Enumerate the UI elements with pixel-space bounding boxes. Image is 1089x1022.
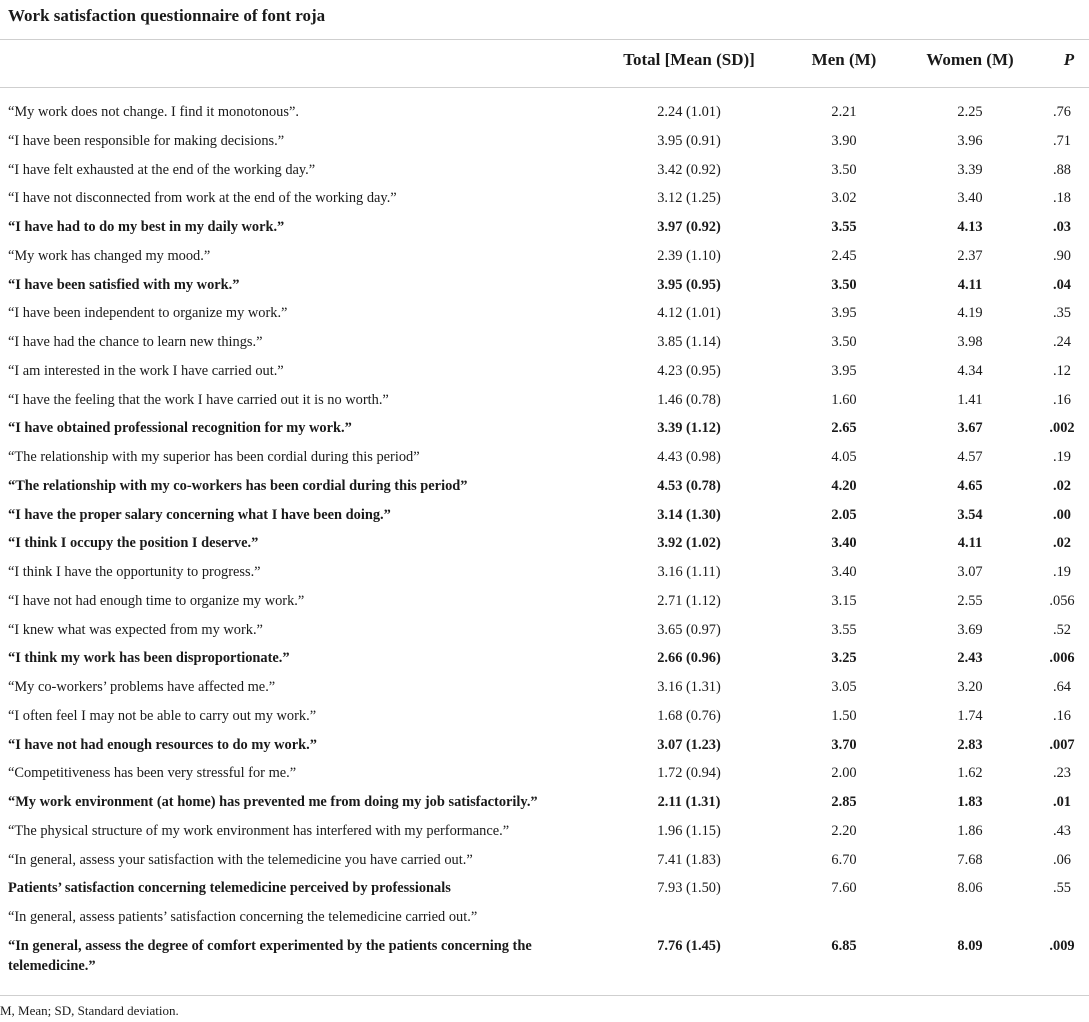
cell-p: .16 — [1053, 391, 1071, 408]
cell-total: 1.46 (0.78) — [657, 391, 721, 408]
cell-total: 4.12 (1.01) — [657, 305, 721, 322]
cell-total: 4.53 (0.78) — [657, 477, 721, 494]
header-women: Women (M) — [926, 50, 1014, 69]
cell-men: 3.15 — [831, 592, 857, 609]
cell-women: 2.83 — [957, 736, 983, 753]
bottom-divider — [0, 995, 1089, 996]
cell-women: 2.43 — [957, 650, 983, 667]
table-row — [0, 275, 1089, 304]
table-body — [0, 102, 1089, 980]
cell-p: .23 — [1053, 765, 1071, 782]
cell-women: 4.19 — [957, 305, 983, 322]
cell-total: 3.12 (1.25) — [657, 190, 721, 207]
cell-item: “I knew what was expected from my work.” — [8, 621, 263, 638]
cell-p: .03 — [1053, 219, 1071, 235]
table-row — [0, 562, 1089, 591]
cell-item: “In general, assess your satisfaction with the telemedicine you have carried out.” — [8, 851, 473, 868]
table-row — [0, 332, 1089, 361]
table-row — [0, 706, 1089, 735]
cell-men: 1.60 — [831, 391, 857, 408]
cell-women: 3.67 — [957, 420, 983, 437]
cell-item: “My work does not change. I find it monotonous”. — [8, 104, 299, 120]
cell-total: 7.41 (1.83) — [657, 851, 721, 868]
cell-item: “In general, assess the degree of comfort experimented by the patients concerning the telemedicine.” — [8, 937, 532, 974]
cell-women: 1.41 — [957, 391, 983, 408]
cell-p: .056 — [1049, 592, 1075, 609]
table-row — [0, 677, 1089, 706]
cell-total: 4.23 (0.95) — [657, 362, 721, 379]
cell-women: 3.98 — [957, 334, 983, 350]
cell-total: 3.07 (1.23) — [657, 736, 721, 753]
header-men: Men (M) — [811, 50, 877, 69]
cell-p: .43 — [1053, 822, 1071, 839]
cell-total: 2.39 (1.10) — [657, 247, 721, 264]
cell-p: .12 — [1053, 362, 1071, 379]
cell-men: 2.00 — [831, 765, 857, 782]
cell-total: 3.85 (1.14) — [657, 334, 721, 350]
cell-total: 2.71 (1.12) — [657, 592, 721, 609]
table-row — [0, 390, 1089, 419]
table-row — [0, 188, 1089, 217]
cell-p: .06 — [1053, 851, 1071, 868]
cell-men: 2.45 — [831, 247, 857, 264]
cell-p: .02 — [1053, 477, 1071, 494]
cell-p: .16 — [1053, 707, 1071, 724]
cell-men: 6.85 — [831, 937, 857, 954]
cell-p: .35 — [1053, 305, 1071, 322]
table-row — [0, 735, 1089, 764]
cell-women: 1.83 — [957, 794, 983, 810]
cell-item: “I have been independent to organize my work.” — [8, 305, 288, 322]
table-row — [0, 303, 1089, 332]
cell-total: 3.92 (1.02) — [657, 535, 721, 552]
cell-men: 3.05 — [831, 679, 857, 695]
cell-p: .007 — [1049, 736, 1075, 753]
cell-item: “The relationship with my superior has been cordial during this period” — [8, 449, 420, 465]
cell-women: 1.86 — [957, 822, 983, 839]
cell-women: 7.68 — [957, 851, 983, 868]
table-row — [0, 246, 1089, 275]
table-row — [0, 591, 1089, 620]
cell-total: 3.95 (0.91) — [657, 132, 721, 149]
cell-item: “I often feel I may not be able to carry out my work.” — [8, 707, 317, 724]
cell-item: “I have had to do my best in my daily work.” — [8, 219, 285, 235]
cell-p: .52 — [1053, 621, 1071, 638]
cell-item: “I have not had enough time to organize my work.” — [8, 592, 305, 609]
cell-men: 3.90 — [831, 132, 857, 149]
table-row — [0, 907, 1089, 936]
cell-p: .19 — [1053, 449, 1071, 465]
table-row — [0, 763, 1089, 792]
cell-p: .88 — [1053, 161, 1071, 178]
header-total: Total [Mean (SD)] — [623, 50, 755, 69]
cell-item: “Competitiveness has been very stressful for me.” — [8, 765, 297, 782]
cell-total: 2.11 (1.31) — [657, 794, 721, 810]
cell-men: 3.95 — [831, 362, 857, 379]
cell-total: 1.96 (1.15) — [657, 822, 721, 839]
cell-total: 3.42 (0.92) — [657, 161, 721, 178]
cell-total: 7.93 (1.50) — [657, 880, 721, 897]
cell-men: 3.70 — [831, 736, 857, 753]
cell-item: “I have felt exhausted at the end of the working day.” — [8, 161, 316, 178]
cell-women: 3.96 — [957, 132, 983, 149]
cell-p: .19 — [1053, 564, 1071, 580]
cell-item: “I think I have the opportunity to progress.” — [8, 564, 261, 580]
cell-total: 4.43 (0.98) — [657, 449, 721, 465]
cell-men: 3.50 — [831, 334, 857, 350]
table-row — [0, 418, 1089, 447]
cell-p: .01 — [1053, 794, 1071, 810]
table-row — [0, 476, 1089, 505]
cell-women: 1.74 — [957, 707, 983, 724]
cell-total: 3.16 (1.11) — [657, 564, 721, 580]
cell-men: 3.40 — [831, 535, 857, 552]
cell-men: 2.85 — [831, 794, 857, 810]
cell-men: 3.50 — [831, 276, 857, 293]
table-row — [0, 447, 1089, 476]
cell-item: “I have obtained professional recognition for my work.” — [8, 420, 352, 437]
table-row — [0, 361, 1089, 390]
cell-men: 3.50 — [831, 161, 857, 178]
cell-women: 2.25 — [957, 104, 983, 120]
cell-women: 4.13 — [957, 219, 983, 235]
cell-p: .009 — [1049, 937, 1075, 954]
cell-men: 1.50 — [831, 707, 857, 724]
table-row — [0, 878, 1089, 907]
cell-item: “I have been satisfied with my work.” — [8, 276, 240, 293]
cell-men: 3.02 — [831, 190, 857, 207]
cell-men: 3.25 — [831, 650, 857, 667]
table-header — [0, 40, 1089, 88]
cell-women: 4.65 — [957, 477, 983, 494]
cell-total: 3.95 (0.95) — [657, 276, 721, 293]
cell-total: 1.72 (0.94) — [657, 765, 721, 782]
table-row — [0, 102, 1089, 131]
cell-item: “My work environment (at home) has prevented me from doing my job satisfactorily.” — [8, 794, 538, 810]
cell-total: 2.24 (1.01) — [657, 104, 721, 120]
cell-women: 3.69 — [957, 621, 983, 638]
cell-women: 4.57 — [957, 449, 983, 465]
cell-women: 2.37 — [957, 247, 983, 264]
cell-p: .71 — [1053, 132, 1071, 149]
cell-total: 3.39 (1.12) — [657, 420, 721, 437]
cell-item: “I think my work has been disproportionate.” — [8, 650, 290, 667]
table-row — [0, 936, 1089, 980]
cell-p: .18 — [1053, 190, 1071, 207]
cell-p: .24 — [1053, 334, 1071, 350]
cell-women: 8.09 — [957, 937, 983, 954]
cell-women: 4.34 — [957, 362, 983, 379]
cell-item: “The physical structure of my work environment has interfered with my performance.” — [8, 822, 510, 839]
cell-men: 2.20 — [831, 822, 857, 839]
cell-women: 3.54 — [957, 506, 983, 523]
cell-men: 3.95 — [831, 305, 857, 322]
table-row — [0, 821, 1089, 850]
table-row — [0, 792, 1089, 821]
cell-women: 1.62 — [957, 765, 983, 782]
cell-women: 3.07 — [957, 564, 983, 580]
header-p: P — [1063, 50, 1075, 69]
cell-women: 3.20 — [957, 679, 983, 695]
cell-p: .002 — [1049, 420, 1075, 437]
cell-men: 3.55 — [831, 219, 857, 235]
cell-item: “I have not disconnected from work at the end of the working day.” — [8, 190, 397, 207]
table-footnote: M, Mean; SD, Standard deviation. — [0, 1003, 179, 1018]
cell-women: 4.11 — [957, 535, 983, 552]
cell-item: “I have had the chance to learn new things.” — [8, 334, 263, 350]
table-row — [0, 160, 1089, 189]
cell-women: 8.06 — [957, 880, 983, 897]
cell-men: 4.05 — [831, 449, 857, 465]
cell-men: 6.70 — [831, 851, 857, 868]
cell-item: “I have been responsible for making decisions.” — [8, 132, 285, 149]
cell-total: 3.65 (0.97) — [657, 621, 721, 638]
cell-item: “I have the feeling that the work I have carried out it is no worth.” — [8, 391, 389, 408]
cell-p: .00 — [1053, 506, 1071, 523]
cell-p: .64 — [1053, 679, 1071, 695]
table-row — [0, 217, 1089, 246]
cell-item: “I have the proper salary concerning what I have been doing.” — [8, 506, 391, 523]
cell-men: 4.20 — [831, 477, 857, 494]
cell-item: “The relationship with my co-workers has been cordial during this period” — [8, 477, 468, 494]
cell-p: .04 — [1053, 276, 1071, 293]
table-row — [0, 505, 1089, 534]
table-row — [0, 850, 1089, 879]
cell-women: 3.39 — [957, 161, 983, 178]
cell-total: 3.97 (0.92) — [657, 219, 721, 235]
cell-men: 3.40 — [831, 564, 857, 580]
cell-men: 3.55 — [831, 621, 857, 638]
cell-p: .006 — [1049, 650, 1075, 667]
table-row — [0, 131, 1089, 160]
cell-men: 2.65 — [831, 420, 857, 437]
cell-men: 2.21 — [831, 104, 857, 120]
cell-item: Patients’ satisfaction concerning telemedicine perceived by professionals — [8, 880, 451, 897]
cell-women: 2.55 — [957, 592, 983, 609]
cell-item: “I am interested in the work I have carried out.” — [8, 362, 284, 379]
cell-item: “I think I occupy the position I deserve.” — [8, 535, 259, 552]
cell-total: 2.66 (0.96) — [657, 650, 721, 667]
cell-total: 3.14 (1.30) — [657, 506, 721, 523]
cell-women: 3.40 — [957, 190, 983, 207]
table-row — [0, 533, 1089, 562]
table-row — [0, 620, 1089, 649]
cell-total: 1.68 (0.76) — [657, 707, 721, 724]
cell-p: .90 — [1053, 247, 1071, 264]
cell-item: “I have not had enough resources to do my work.” — [8, 736, 317, 753]
cell-item: “In general, assess patients’ satisfaction concerning the telemedicine carried out.” — [8, 909, 478, 925]
cell-item: “My co-workers’ problems have affected me.” — [8, 679, 276, 695]
table-title: Work satisfaction questionnaire of font roja — [0, 0, 1089, 40]
cell-total: 7.76 (1.45) — [657, 937, 721, 954]
cell-p: .55 — [1053, 880, 1071, 897]
cell-women: 4.11 — [957, 276, 983, 293]
cell-item: “My work has changed my mood.” — [8, 247, 211, 264]
cell-p: .02 — [1053, 535, 1071, 552]
cell-men: 7.60 — [831, 880, 857, 897]
cell-total: 3.16 (1.31) — [657, 679, 721, 695]
cell-p: .76 — [1053, 104, 1071, 120]
cell-men: 2.05 — [831, 506, 857, 523]
table-row — [0, 648, 1089, 677]
